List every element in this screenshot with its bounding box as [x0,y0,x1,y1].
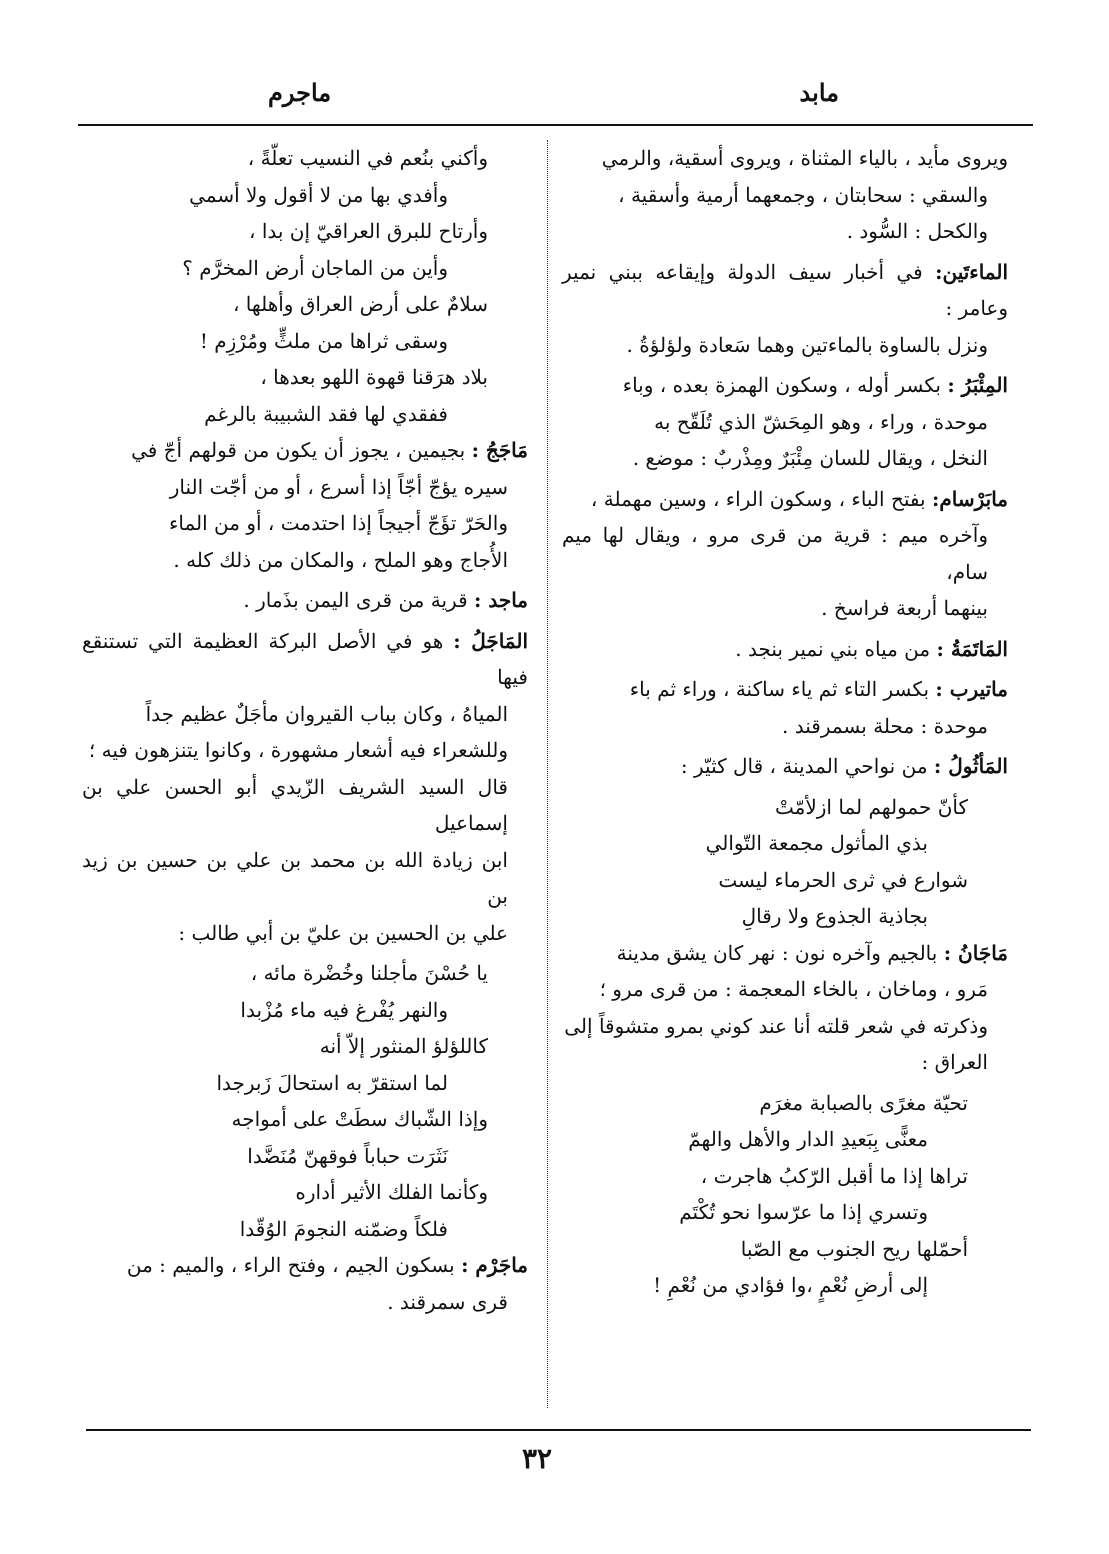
entry-line [562,481,1008,518]
entry-headword: المَأثُولُ : [933,754,1008,778]
dictionary-entry [562,671,1008,744]
dictionary-entry [562,631,1008,668]
entry-line [562,1044,1008,1081]
dictionary-entry [562,481,1008,627]
entry-line [562,327,1008,364]
entry-headword: ماتيرب : [935,677,1008,701]
verse-line: وأكني بنُعم في النسيب تعلّةً ، [247,146,488,170]
entry-text: بالجيم وآخره نون : نهر كان يشق مدينة [616,940,938,965]
footer-rule [86,1429,1031,1431]
dictionary-entry [562,935,1008,1081]
entry-text: مَرو ، وماخان ، بالخاء المعجمة : من قرى مرو ؛ [599,977,988,1001]
entry-line [562,1008,1008,1045]
entry-text: والكحل : السُّود . [846,219,988,243]
right-column [562,140,1008,1304]
entry-line [82,732,528,769]
entry-line [562,367,1008,404]
verse-line: ففقدي لها فقد الشبيبة بالرغم [204,401,448,426]
entry-line [82,623,528,696]
entry-text: النخل ، ويقال للسان مِئْبَرٌ ومِذْربٌ : موضع . [632,446,988,470]
verse-line: بذي المأثول مجمعة التّوالي [705,831,928,855]
verse-block [562,789,1008,935]
entry-text: ابن زيادة الله بن محمد بن علي بن حسين بن زيد بن [82,847,508,908]
verse-line: والنهر يُفْرغ فيه ماء مُزْبدا [240,997,448,1022]
entry-line [562,404,1008,441]
entry-line [562,213,1008,250]
verse-line: وأرتاح للبرق العراقيّ إن بدا ، [249,219,488,243]
dictionary-entry [82,432,528,578]
entry-line [562,177,1008,214]
dictionary-entry [82,623,528,952]
verse-line: يا حُسْنَ مأجلنا وخُضْرة مائه ، [250,961,488,985]
verse-line: كاللؤلؤ المنثور إلاّ أنه [319,1034,488,1058]
entry-headword: مَاجَانُ : [943,940,1008,965]
entry-text: بينهما أربعة فراسخ . [821,596,988,620]
entry-line [562,748,1008,785]
entry-text: قرية من قرى اليمن بذَمار . [243,588,468,612]
entry-line [562,971,1008,1008]
verse-line: وأفدي بها من لا أقول ولا أسمي [189,182,448,207]
entry-text: بفتح الباء ، وسكون الراء ، وسين مهملة ، [590,486,926,511]
entry-line [562,517,1008,590]
column-divider [547,140,548,1408]
dictionary-entry [562,140,1008,250]
entry-line [562,671,1008,708]
verse-line: تحيّة مغرًى بالصبابة مغرَم [759,1090,968,1115]
verse-line: وأين من الماجان أرض المخرَّم ؟ [182,255,448,280]
dictionary-entry [562,254,1008,364]
verse-block [82,955,528,1247]
dictionary-entry [82,1247,528,1320]
verse-line: شوارع في ثرى الحرماء ليست [718,867,968,892]
entry-text: المياهُ ، وكان بباب القيروان مأجَلٌ عظيم جداً [145,701,508,726]
entry-text: ويروى مأيد ، بالياء المثناة ، ويروى أسقية، والرمي [601,146,1008,170]
entry-line [82,505,528,542]
entry-line [82,696,528,733]
dictionary-entry [562,748,1008,785]
entry-text: موحدة : محلة بسمرقند . [782,713,988,738]
entry-line [562,631,1008,668]
entry-text: العراق : [921,1050,988,1074]
page-number: ٣٢ [522,1442,553,1475]
entry-headword: الماءتَين: [935,259,1009,284]
entry-text: في أخبار سيف الدولة وإيقاعه ببني نمير وعامر : [562,259,1008,320]
verse-line: تراها إذا ما أقبل الرّكبُ هاجرت ، [700,1163,968,1188]
entry-line [82,582,528,619]
verse-line: بجاذية الجذوع ولا رقالِ [741,904,928,928]
entry-headword: المَاجَلُ : [453,628,529,653]
verse-line: وإذا الشّباك سطَتْ على أمواجه [231,1107,488,1131]
dictionary-entry [562,367,1008,477]
entry-text: سيره يؤجّ أجّاً إذا أسرع ، أو من أجّت النار [169,474,508,499]
entry-line [562,140,1008,177]
entry-headword: ماجد : [473,588,528,612]
entry-text: علي بن الحسين بن عليّ بن أبي طالب : [178,920,508,945]
verse-line: سلامٌ على أرض العراق وأهلها ، [232,292,488,316]
entry-line [562,590,1008,627]
verse-line: لما استقرّ به استحالَ زَبرجدا [216,1070,448,1095]
entry-line [82,915,528,952]
entry-headword: المَاتَمَةُ : [936,636,1008,661]
verse-line: كأنّ حمولهم لما ازلأمّتْ [775,794,968,819]
entry-text: بجيمين ، يجوز أن يكون من قولهم أجّ في [131,438,466,462]
verse-line: معنًّى بِبَعيدِ الدار والأهل والهمّ [688,1127,928,1151]
entry-text: قرى سمرقند . [387,1289,508,1314]
entry-line [562,254,1008,327]
verse-line: أحمّلها ريح الجنوب مع الصّبا [740,1236,968,1261]
entry-text: من نواحي المدينة ، قال كثيّر : [680,754,928,778]
entry-line [82,1247,528,1284]
verse-line: وكأنما الفلك الأثير أداره [295,1180,488,1204]
entry-text: من مياه بني نمير بنجد . [735,636,931,661]
verse-block [562,1085,1008,1304]
entry-text: وللشعراء فيه أشعار مشهورة ، وكانوا يتنزهون فيه ؛ [88,738,508,762]
entry-text: ونزل بالساوة بالماءتين وهما سَعادة ولؤلؤةُ . [626,332,988,357]
verse-line: وتسري إذا ما عرّسوا نحو تُكْتَم [679,1200,928,1224]
entry-text: بسكون الجيم ، وفتح الراء ، والميم : من [126,1253,455,1277]
verse-line: بلاد هرَقنا قهوة اللهو بعدها ، [260,365,488,389]
running-head-left: ماجرم [268,78,332,107]
entry-text: هو في الأصل البركة العظيمة التي تستنقع فيها [82,628,528,689]
verse-line: فلكاً وضمّنه النجومَ الوُقّدا [239,1216,448,1241]
entry-text: والسقي : سحابتان ، وجمعهما أرمية وأسقية ، [618,182,988,207]
entry-line [82,432,528,469]
left-column [82,140,528,1324]
entry-headword: مابَرْسام: [931,486,1008,511]
entry-text: موحدة ، وراء ، وهو المِحَشّ الذي تُلَقّح به [654,409,988,434]
entry-text: قال السيد الشريف الزّيدي أبو الحسن علي بن إسماعيل [82,774,508,835]
entry-line [82,542,528,579]
verse-line: نَثَرَت حباباً فوقهنّ مُنَضَّدا [247,1143,448,1168]
verse-block [82,140,528,432]
entry-headword: المِئْبَرُ : [947,373,1008,397]
entry-text: والحَرّ تؤَجّ أجيجاً إذا احتدمت ، أو من الماء [168,511,508,535]
entry-headword: مَاجَجُ : [471,438,528,462]
entry-text: بكسر التاء ثم ياء ساكنة ، وراء ثم باء [629,677,930,701]
entry-line [562,708,1008,745]
verse-line: وسقى ثراها من ملثٍّ ومُرْزِم ! [199,328,448,353]
entry-line [82,469,528,506]
entry-headword: ماجَرْم : [461,1253,528,1277]
entry-text: الأُجاج وهو الملح ، والمكان من ذلك كله . [173,547,508,572]
dictionary-entry [82,582,528,619]
entry-text: بكسر أوله ، وسكون الهمزة بعده ، وباء [622,373,941,397]
entry-line [562,935,1008,972]
running-head-right: مابد [799,78,839,107]
verse-line: إلى أرضِ نُعْمٍ ،وا فؤادي من نُعْمِ ! [653,1273,928,1297]
header-rule [78,124,1033,126]
entry-line [562,440,1008,477]
entry-text: وآخره ميم : قرية من قرى مرو ، ويقال لها ميم سام، [562,523,988,584]
entry-line [82,842,528,915]
entry-text: وذكرته في شعر قلته أنا عند كوني بمرو متشوقاً إلى [564,1013,988,1038]
entry-line [82,1284,528,1321]
entry-line [82,769,528,842]
